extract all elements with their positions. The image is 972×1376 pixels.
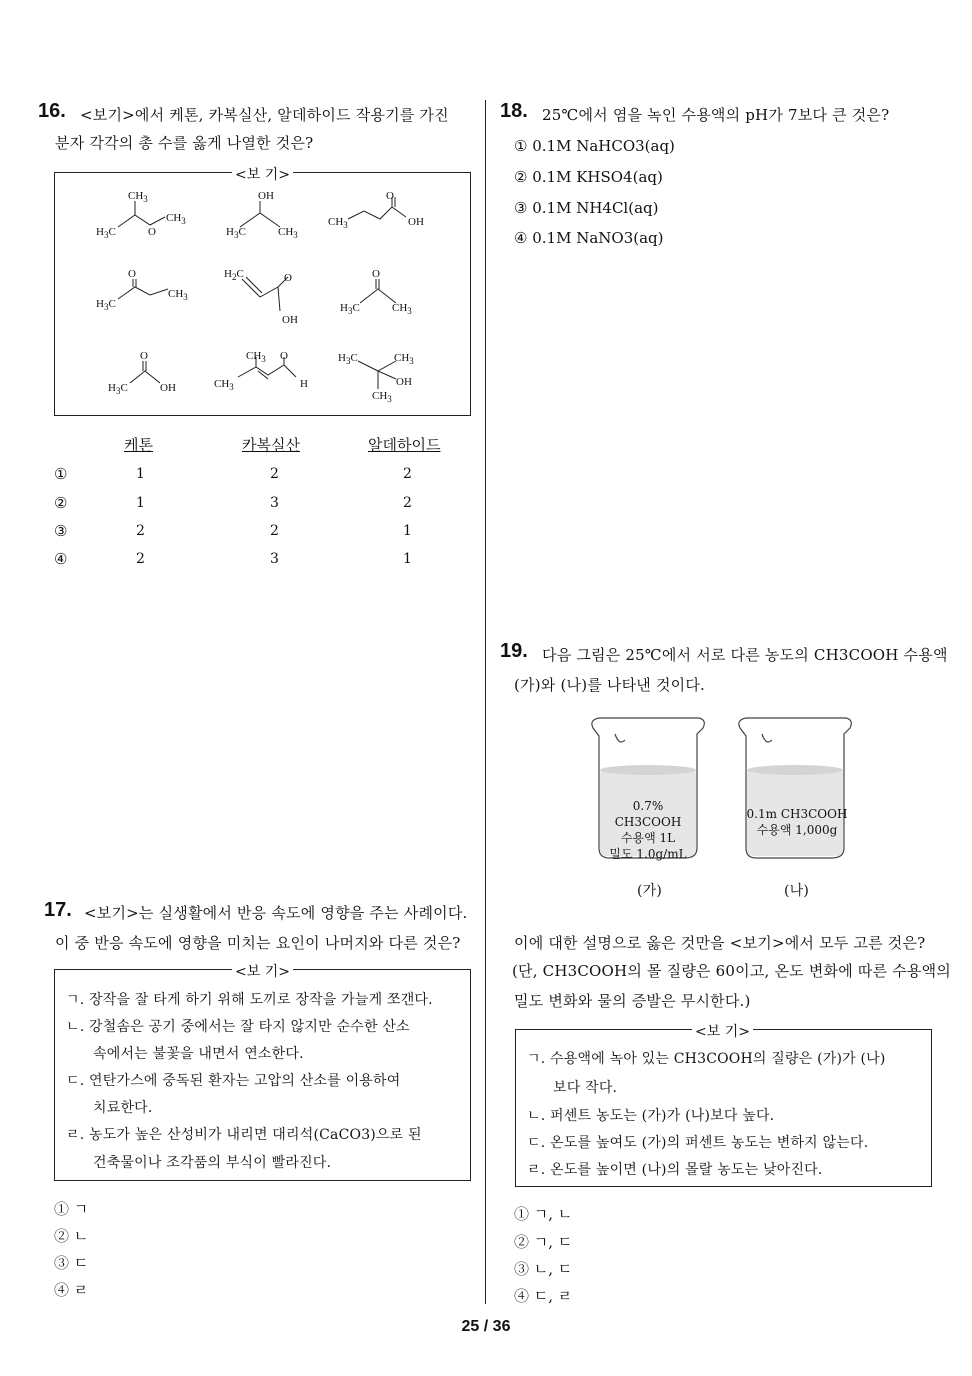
q18-option-1[interactable]: ① 0.1M NaHCO3(aq) (514, 137, 675, 155)
mol7-label-o: O (140, 350, 148, 362)
molecule-8-bonds (238, 365, 296, 377)
q16-option-2-aldehyde: 2 (403, 495, 412, 511)
mol1-label-h3c: $H_3C$ (96, 226, 116, 241)
question-19-ask-line2: (단, CH3COOH의 몰 질량은 60이고, 온도 변화에 따른 수용액의 (512, 962, 951, 980)
mol9-label-ch3b: $CH_3$ (372, 390, 392, 405)
q18-option-4[interactable]: ④ 0.1M NaNO3(aq) (514, 229, 664, 247)
q17-item-nieun-cont: 속에서는 불꽃을 내면서 연소한다. (93, 1046, 304, 1062)
q17-item-giyeok: ㄱ. 장작을 잘 타게 하기 위해 도끼로 장작을 가늘게 쪼갠다. (66, 992, 433, 1008)
molecule-5-bonds (242, 279, 278, 297)
question-17-bogi-title: <보 기> (232, 961, 293, 981)
q16-option-2-ketone: 1 (136, 495, 145, 511)
q16-option-3-aldehyde: 1 (403, 523, 412, 539)
q17-item-digeut-cont: 치료한다. (93, 1100, 153, 1116)
molecule-6-bonds (360, 289, 396, 303)
beaker-a-line2: 수용액 1L (620, 831, 676, 845)
q19-option-1[interactable]: ① ㄱ, ㄴ (514, 1205, 573, 1223)
molecule-structures (90, 185, 440, 405)
q17-option-1[interactable]: ① ㄱ (54, 1200, 89, 1218)
mol9-label-oh: OH (396, 376, 412, 388)
table-header-ketone: 케톤 (124, 436, 153, 454)
molecule-2-bonds (240, 213, 280, 227)
beaker-a-liquid-surface (600, 765, 696, 775)
mol1-label-o: O (148, 226, 156, 238)
question-19-stem-line1: 다음 그림은 25℃에서 서로 다른 농도의 CH3COOH 수용액 (542, 646, 948, 664)
q16-option-2[interactable]: ② (54, 494, 68, 512)
mol7-label-h3c: $H_3C$ (108, 382, 128, 397)
mol3-label-o: O (386, 190, 394, 202)
beaker-a-line3: 밀도 1.0g/mL (609, 847, 687, 861)
q19-option-2[interactable]: ② ㄱ, ㄷ (514, 1233, 573, 1251)
mol2-label-h3c: $H_3C$ (226, 226, 246, 241)
mol5-label-h2c: $H_2C$ (224, 268, 244, 283)
question-16-stem-line2: 분자 각각의 총 수를 옳게 나열한 것은? (55, 134, 314, 152)
mol5-label-o: O (284, 272, 292, 284)
question-16-bogi-title: <보 기> (232, 164, 293, 184)
q17-item-digeut: ㄷ. 연탄가스에 중독된 환자는 고압의 산소를 이용하여 (66, 1073, 401, 1089)
table-header-carboxylic: 카복실산 (242, 436, 300, 454)
q16-option-4-carboxylic: 3 (270, 551, 279, 567)
molecule-1-bonds (118, 215, 165, 227)
beaker-b-label (745, 806, 849, 838)
question-17-stem-line2: 이 중 반응 속도에 영향을 미치는 요인이 나머지와 다른 것은? (55, 934, 461, 952)
q17-option-4[interactable]: ④ ㄹ (54, 1281, 89, 1299)
q16-option-2-carboxylic: 3 (270, 495, 279, 511)
mol8-label-ch3b: $CH_3$ (214, 378, 234, 393)
mol8-label-o: O (280, 350, 288, 362)
question-18-number: 18. (500, 100, 528, 122)
mol1-label-ch3: $CH_3$ (128, 190, 148, 205)
mol5-label-oh: OH (282, 314, 298, 326)
table-header-aldehyde: 알데하이드 (368, 436, 441, 454)
mol4-label-h3c: $H_3C$ (96, 298, 116, 313)
q19-item-rieul: ㄹ. 온도를 높이면 (나)의 몰랄 농도는 낮아진다. (527, 1162, 823, 1178)
question-19-bogi-title: <보 기> (692, 1021, 753, 1041)
q16-option-3-ketone: 2 (136, 523, 145, 539)
q16-option-1-ketone: 1 (136, 466, 145, 482)
beaker-a-line1: 0.7% CH3COOH (614, 799, 682, 829)
question-19-ask-line3: 밀도 변화와 물의 증발은 무시한다.) (514, 992, 751, 1010)
q19-item-digeut: ㄷ. 온도를 높여도 (가)의 퍼센트 농도는 변하지 않는다. (527, 1135, 869, 1151)
q19-option-4[interactable]: ④ ㄷ, ㄹ (514, 1287, 573, 1305)
mol4-label-ch3: $CH_3$ (168, 288, 188, 303)
beaker-b-liquid-surface (747, 765, 843, 775)
question-16-stem-line1: <보기>에서 케톤, 카복실산, 알데하이드 작용기를 가진 (80, 106, 449, 124)
q17-option-3[interactable]: ③ ㄷ (54, 1254, 89, 1272)
mol7-label-oh: OH (160, 382, 176, 394)
mol2-label-ch3: $CH_3$ (278, 226, 298, 241)
q19-item-giyeok: ㄱ. 수용액에 녹아 있는 CH3COOH의 질량은 (가)가 (나) (527, 1051, 886, 1067)
q17-option-2[interactable]: ② ㄴ (54, 1227, 89, 1245)
question-17-number: 17. (44, 899, 72, 921)
question-17-stem-line1: <보기>는 실생활에서 반응 속도에 영향을 주는 사례이다. (84, 904, 468, 922)
mol8-label-h: H (300, 378, 308, 390)
question-19-stem-line2: (가)와 (나)를 나타낸 것이다. (514, 676, 705, 694)
q19-option-3[interactable]: ③ ㄴ, ㄷ (514, 1260, 573, 1278)
question-19-number: 19. (500, 640, 528, 662)
mol8-label-ch3: $CH_3$ (246, 350, 266, 365)
column-divider (485, 100, 486, 1304)
mol1-label-ch3b: $CH_3$ (166, 212, 186, 227)
q16-option-4-ketone: 2 (136, 551, 145, 567)
q19-item-nieun: ㄴ. 퍼센트 농도는 (가)가 (나)보다 높다. (527, 1108, 775, 1124)
mol6-label-h3c: $H_3C$ (340, 302, 360, 317)
q18-option-2[interactable]: ② 0.1M KHSO4(aq) (514, 168, 663, 186)
q16-option-1-aldehyde: 2 (403, 466, 412, 482)
mol4-label-o: O (128, 268, 136, 280)
q16-option-3[interactable]: ③ (54, 522, 68, 540)
q19-item-giyeok-cont: 보다 작다. (553, 1080, 618, 1096)
q16-option-3-carboxylic: 2 (270, 523, 279, 539)
beaker-b-line2: 수용액 1,000g (756, 823, 838, 837)
q18-option-3[interactable]: ③ 0.1M NH4Cl(aq) (514, 199, 659, 217)
mol2-label-oh: OH (258, 190, 274, 202)
mol3-label-oh: OH (408, 216, 424, 228)
beaker-a-label (598, 798, 698, 862)
question-16-number: 16. (38, 100, 66, 122)
q16-option-1[interactable]: ① (54, 465, 68, 483)
q16-option-1-carboxylic: 2 (270, 466, 279, 482)
molecule-3-bonds (348, 207, 406, 219)
mol6-label-ch3: $CH_3$ (392, 302, 412, 317)
q16-option-4-aldehyde: 1 (403, 551, 412, 567)
page-number: 25 / 36 (461, 1318, 511, 1335)
beaker-a-caption: (가) (637, 883, 663, 899)
molecule-4-bonds (118, 287, 168, 299)
q17-item-rieul-cont: 건축물이나 조각품의 부식이 빨라진다. (93, 1155, 332, 1171)
beaker-b-caption: (나) (784, 883, 810, 899)
q17-item-rieul: ㄹ. 농도가 높은 산성비가 내리면 대리석(CaCO3)으로 된 (66, 1127, 422, 1143)
mol9-label-h3c: $H_3C$ (338, 352, 358, 367)
mol3-label-ch3: $CH_3$ (328, 216, 348, 231)
molecule-7-bonds (130, 371, 160, 383)
q17-item-nieun: ㄴ. 강철솜은 공기 중에서는 잘 타지 않지만 순수한 산소 (66, 1019, 410, 1035)
mol6-label-o: O (372, 268, 380, 280)
mol9-label-ch3: $CH_3$ (394, 352, 414, 367)
beaker-b-line1: 0.1m CH3COOH (746, 807, 848, 821)
q16-option-4[interactable]: ④ (54, 550, 68, 568)
question-19-ask-line1: 이에 대한 설명으로 옳은 것만을 <보기>에서 모두 고른 것은? (514, 934, 926, 952)
question-18-stem: 25℃에서 염을 녹인 수용액의 pH가 7보다 큰 것은? (542, 106, 890, 124)
